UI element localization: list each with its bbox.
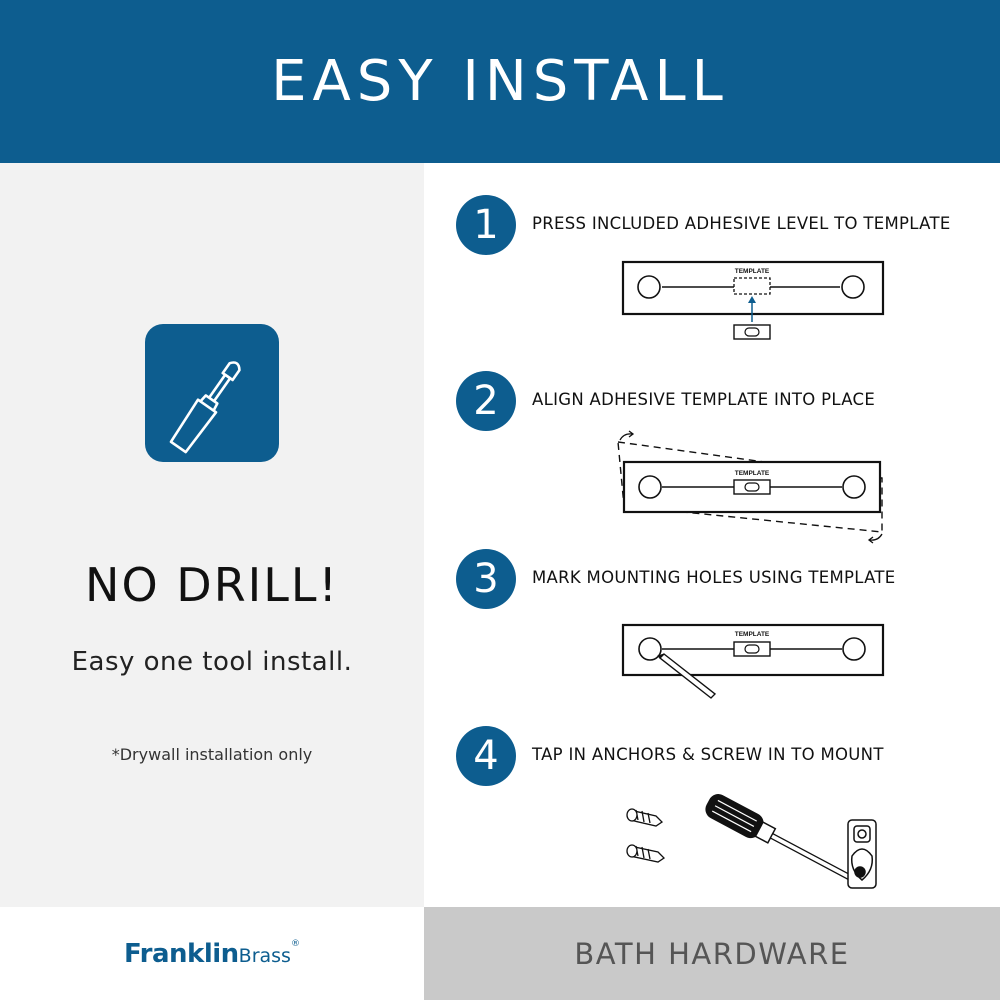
page-title: EASY INSTALL: [271, 49, 729, 114]
franklin-brass-logo: FranklinBrass®: [124, 938, 300, 969]
no-drill-headline: NO DRILL!: [85, 558, 339, 612]
footer-brand: [0, 907, 424, 1000]
step-number-badge: 3: [456, 549, 516, 609]
mounting-bracket-icon: [848, 820, 876, 888]
template-label: TEMPLATE: [734, 268, 770, 275]
wall-anchor-icon: [627, 845, 664, 862]
screwdriver-icon: [145, 324, 279, 462]
wall-anchor-icon: [627, 809, 662, 826]
step-number-badge: 2: [456, 371, 516, 431]
left-panel: [0, 163, 424, 907]
step-2-illustration: [612, 430, 894, 545]
header-banner: [0, 0, 1000, 163]
footer-category: [424, 907, 1000, 1000]
step-3: [456, 549, 996, 609]
screwdriver-tool-icon: [702, 791, 859, 891]
step-4-illustration: [620, 780, 890, 895]
step-instruction: MARK MOUNTING HOLES USING TEMPLATE: [532, 568, 896, 587]
step-4: [456, 726, 996, 786]
step-instruction: TAP IN ANCHORS & SCREW IN TO MOUNT: [532, 745, 884, 764]
template-label: TEMPLATE: [734, 631, 770, 638]
step-1-illustration: [620, 258, 890, 348]
template-label: TEMPLATE: [734, 470, 770, 477]
step-instruction: ALIGN ADHESIVE TEMPLATE INTO PLACE: [532, 390, 876, 409]
step-1: [456, 195, 996, 255]
step-3-illustration: [620, 622, 890, 702]
step-number-badge: 4: [456, 726, 516, 786]
category-label: BATH HARDWARE: [574, 936, 850, 971]
step-2: [456, 371, 996, 431]
step-instruction: PRESS INCLUDED ADHESIVE LEVEL TO TEMPLATE: [532, 214, 951, 233]
one-tool-subline: Easy one tool install.: [71, 647, 353, 677]
step-number-badge: 1: [456, 195, 516, 255]
drywall-note: *Drywall installation only: [111, 745, 313, 764]
